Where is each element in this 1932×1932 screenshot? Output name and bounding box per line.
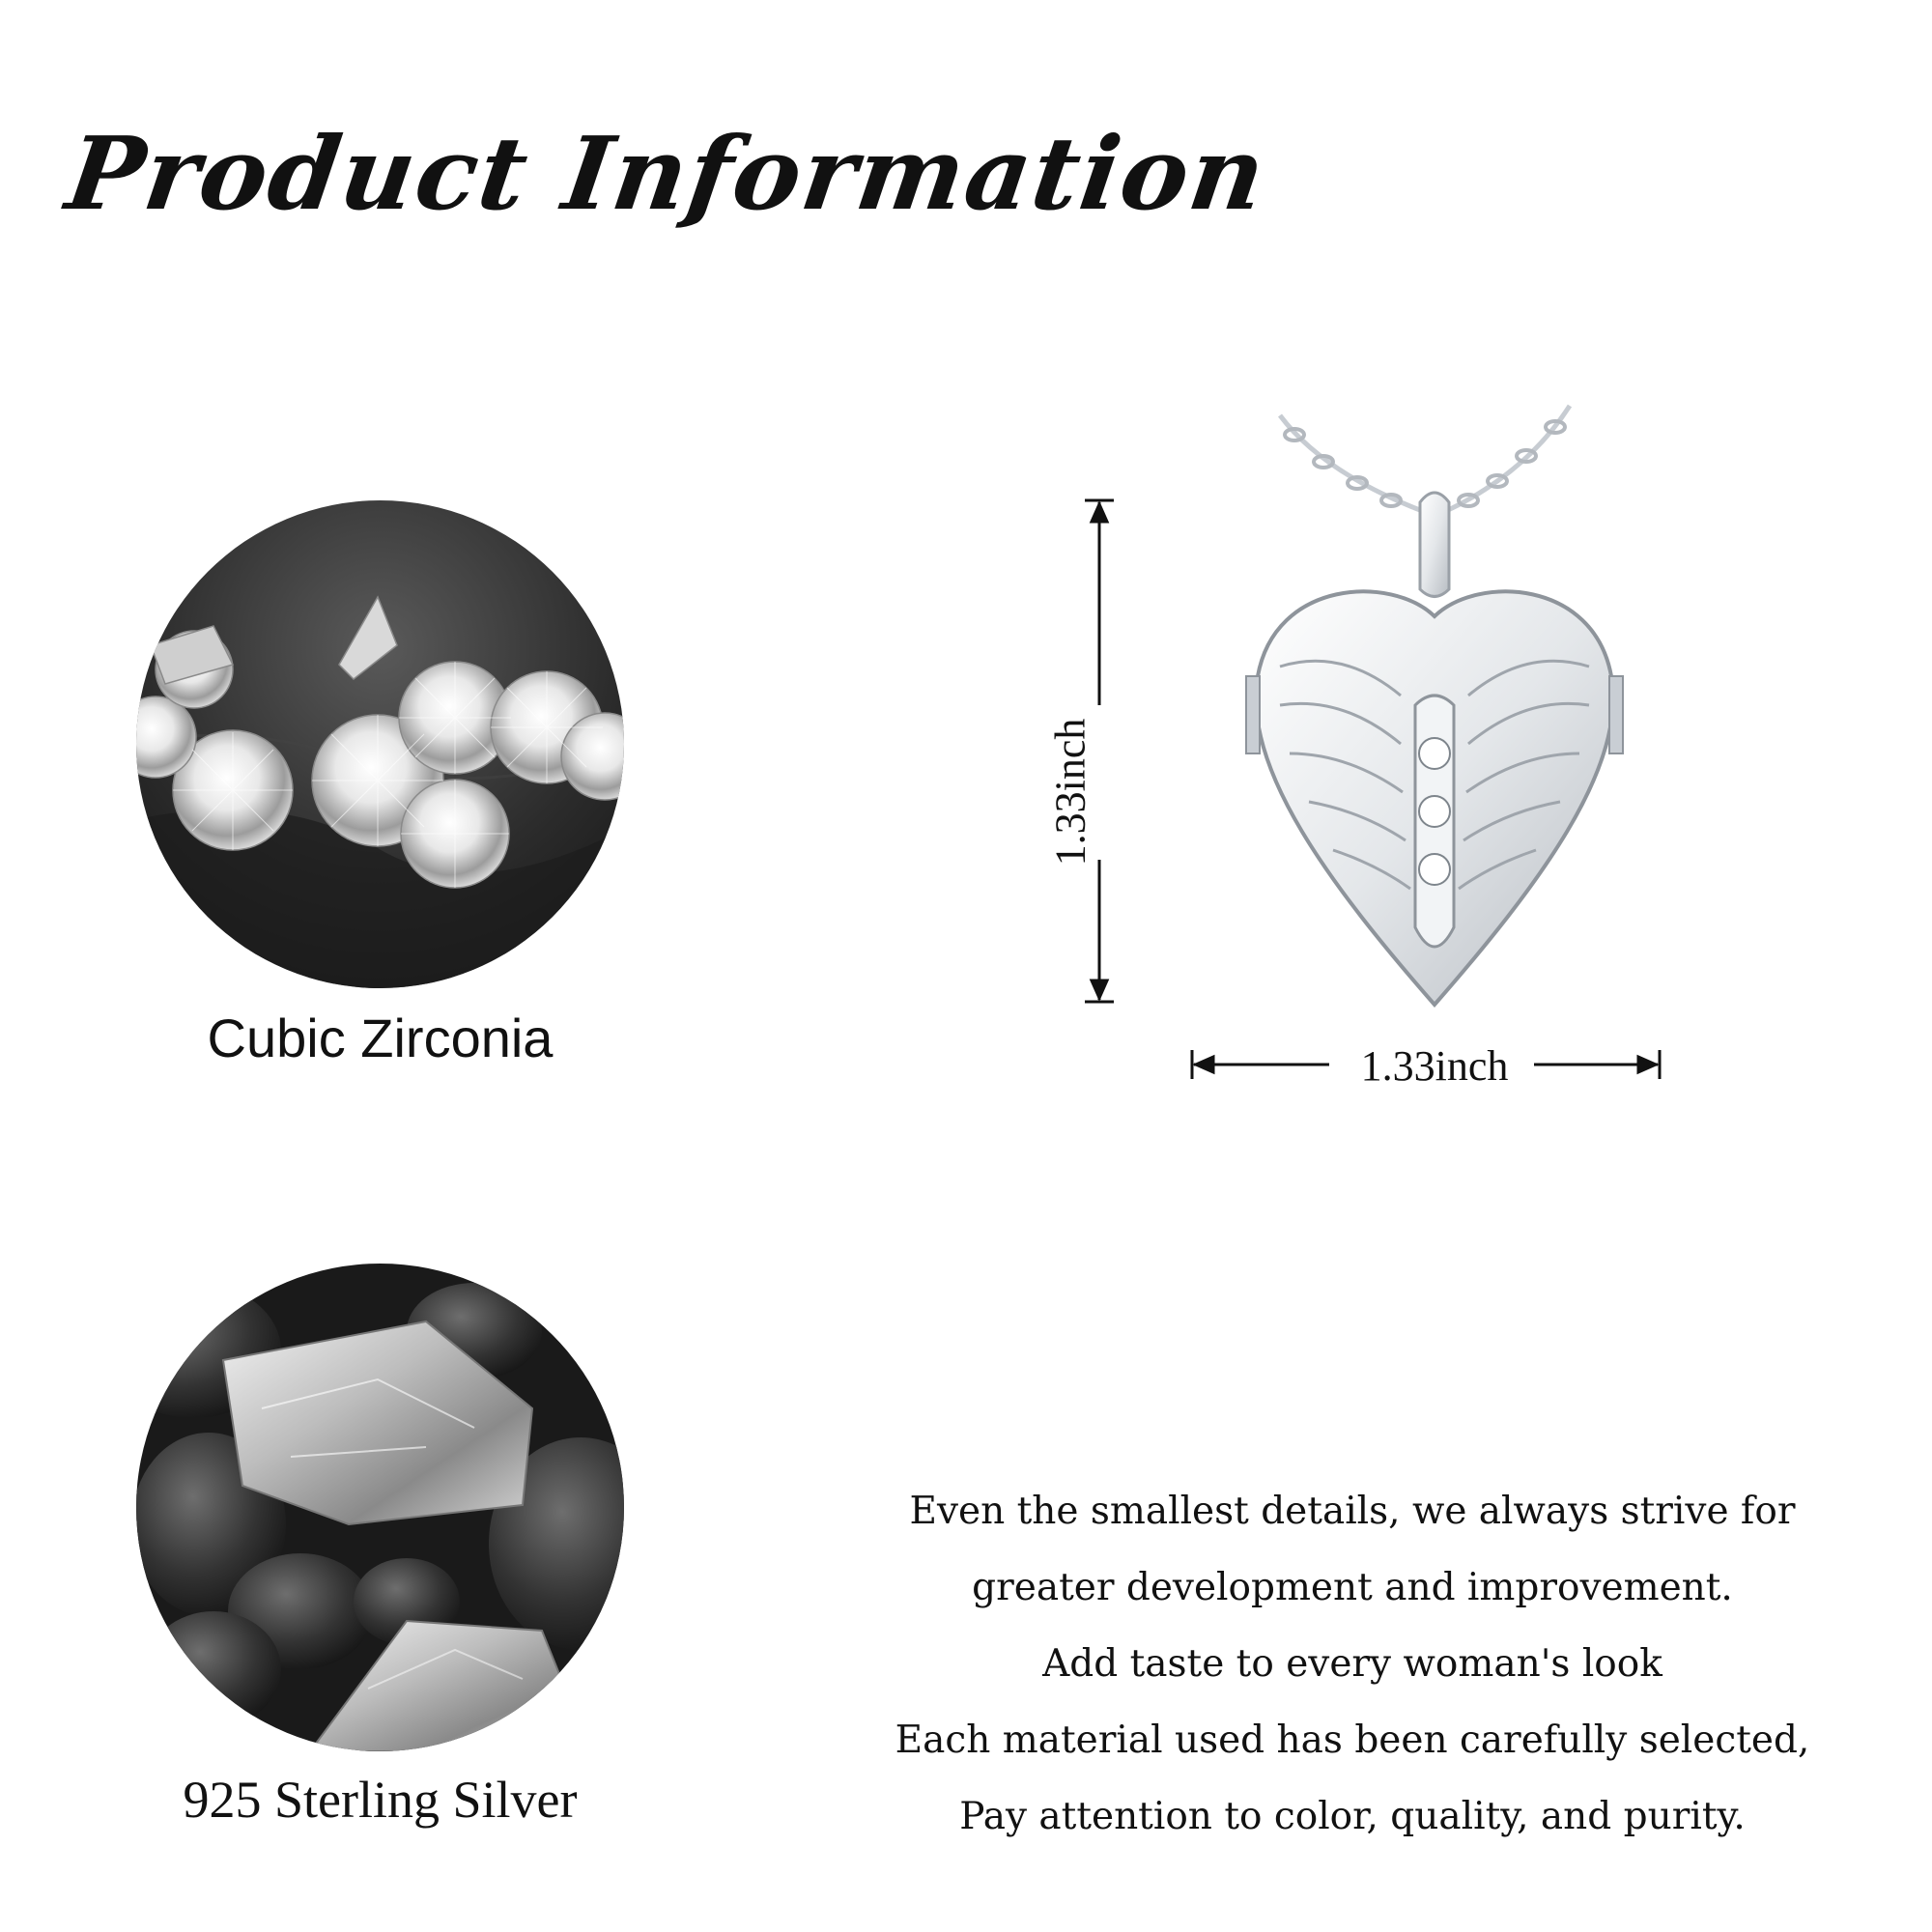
sterling-silver-caption: 925 Sterling Silver bbox=[183, 1771, 578, 1829]
description-line: Pay attention to color, quality, and purity. bbox=[959, 1795, 1746, 1838]
product-description bbox=[869, 1473, 1835, 1855]
cubic-zirconia-stones-illustration bbox=[136, 500, 624, 988]
cubic-zirconia-image bbox=[136, 500, 624, 988]
cubic-zirconia-caption: Cubic Zirconia bbox=[207, 1008, 554, 1068]
height-value: 1.33inch bbox=[1046, 718, 1094, 867]
heart-locket-illustration bbox=[1043, 386, 1700, 1121]
description-line: Add taste to every woman's look bbox=[1042, 1642, 1662, 1686]
height-label bbox=[1046, 718, 1094, 867]
zirconia-stones bbox=[1419, 738, 1450, 885]
sterling-silver-image bbox=[136, 1264, 624, 1751]
description-line: Even the smallest details, we always strive for bbox=[909, 1490, 1796, 1533]
description-line: Each material used has been carefully selected, bbox=[895, 1719, 1810, 1762]
description-line: greater development and improvement. bbox=[972, 1566, 1733, 1609]
width-label: 1.33inch bbox=[1360, 1042, 1509, 1090]
sterling-silver-ore-illustration bbox=[136, 1264, 624, 1751]
page-title: Product Information bbox=[60, 114, 1274, 233]
bail bbox=[1420, 493, 1449, 597]
